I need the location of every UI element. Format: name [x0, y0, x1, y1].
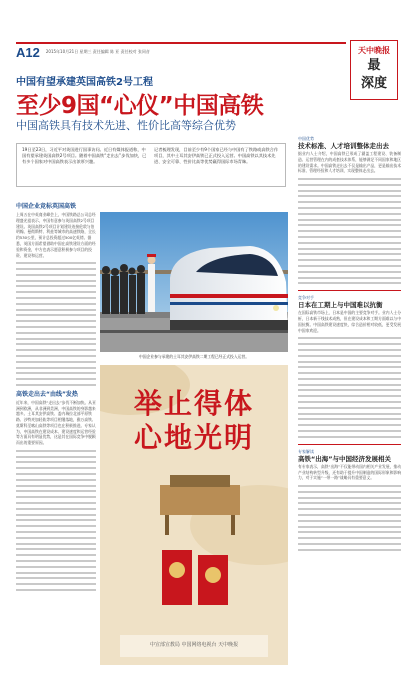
- right-section-text-1: 据业内人士介绍，中国高铁已形成了涵盖工程建设、装备制造、运营管理在内的成套技术体系，能够满足不同国家和地区的建设需求。中国高铁走出去不仅是输出产品，更是输出技术标准、管理经验和人才培训，实现整体走出去。: [298, 151, 401, 174]
- body-text-1: 上周五在中英商业峰会上，中国铁路总公司总经理盛光祖表示，中国有意参与英国高铁2号项目建设。英国高铁2号项目计划建设连接伦敦与伯明翰、曼彻斯特、利兹等城市的高速铁路，全长约530公里，预计总投资超过500亿英镑。据悉，英国方面希望借助中国在高铁建设方面的经验和资金，中方也表示愿意积极参与项目的投资、建设和运营。: [16, 212, 96, 258]
- right-section-title-2: 日本在工期上与中国难以抗衡: [298, 301, 383, 310]
- ad-slogan: [100, 387, 288, 455]
- article-headline: 至少9国“心仪”中国高铁: [16, 93, 264, 119]
- ad-footer: 中宣部宣教局 中国网络电视台 天中晚报: [149, 642, 239, 648]
- train-photo: [100, 212, 288, 352]
- newspaper-logo: 天中晚报: [358, 45, 390, 55]
- article-subhead: 中国高铁具有技术先进、性价比高等综合优势: [16, 119, 236, 132]
- right-section-title-3: 高铁“出海”与中国经济发展相关: [298, 454, 392, 463]
- lead-paragraph-1: 19日至23日，习近平对英国进行国事访问。近日有媒体报道称，中国有望承建英国高铁2号项目。随着中国高铁“走出去”步伐加快，已有多个国家对中国高铁表示出浓厚兴趣。: [22, 147, 147, 164]
- right-section-tag-1: 中国优势: [298, 136, 314, 141]
- right-section-text-2: 在国际高铁市场上，日本是中国的主要竞争对手。业内人士分析，日本新干线技术成熟，但在建设成本和工期方面难以与中国抗衡。中国高铁建设速度快，综合造价相对较低，更受发展中国家欢迎。: [298, 310, 401, 333]
- section-label-1: 最: [367, 58, 381, 73]
- brand-box: [350, 40, 398, 100]
- right-section-tag-2: 竞争对手: [298, 295, 314, 301]
- public-service-ad: [100, 365, 288, 665]
- section-divider: [298, 444, 401, 445]
- text-lines: [298, 485, 401, 551]
- right-column: [298, 132, 401, 555]
- right-section-title-1: 技术标准、人才培训整体走出去: [298, 142, 389, 150]
- text-lines: [298, 178, 401, 284]
- right-section-tag-3: 专家解读: [298, 448, 314, 454]
- right-section-text-3: 有专家表示，高铁“出海”不仅能带动国内相关产业发展，推动产业结构转型升级，还有助于提升中国制造的国际形象和影响力，对于实施“一带一路”战略具有重要意义。: [298, 463, 401, 481]
- section-divider: [298, 290, 401, 291]
- lead-paragraph-2: 记者梳理发现，目前至少有9个国家已经与中国有了铁路或高铁合作项目，其中土耳其安伊高铁已正式投入运营。中国高铁以其技术先进、安全可靠、性价比高等优势赢得国际市场青睐。: [154, 147, 279, 164]
- body-text-2: 近年来，中国高铁“走出去”步伐不断加快。从亚洲到欧洲，从非洲到美洲，中国高铁的身影越来越多。土耳其安伊高铁、委内瑞拉北部平原铁路、沙特麦加轻轨等项目相继落地，雅万高铁、莫斯科至喀山高铁等项目也在积极推进。专家认为，中国高铁在建设成本、建设速度和运营经验等方面具有明显优势，这是其在国际竞争中脱颖而出的重要原因。: [16, 399, 96, 446]
- text-lines: [16, 262, 96, 386]
- section-label-2: 深度: [360, 76, 387, 91]
- ad-slogan-line-1: 举止得体: [133, 387, 254, 420]
- left-column: [16, 200, 96, 660]
- section-heading-2: 高铁走出去“由线”发热: [16, 390, 78, 398]
- high-speed-train-image: [100, 212, 288, 352]
- text-lines: [16, 450, 96, 591]
- section-heading-1: 中国企业竞标英国高铁: [16, 203, 77, 210]
- page-header: [16, 42, 346, 58]
- photo-caption: 中国企业参与承建的土耳其安伊高铁二期工程已经正式投入运营。: [138, 354, 250, 359]
- dateline: 2015年10月21日 星期三 责任编辑 陈 亚 责任校对 张同音: [45, 49, 150, 54]
- article-kicker: 中国有望承建英国高铁2号工程: [16, 77, 153, 88]
- ad-slogan-line-2: 心地光明: [133, 421, 254, 454]
- page-number: A12: [16, 44, 40, 60]
- lead-box: [16, 143, 286, 187]
- text-lines: [298, 337, 401, 438]
